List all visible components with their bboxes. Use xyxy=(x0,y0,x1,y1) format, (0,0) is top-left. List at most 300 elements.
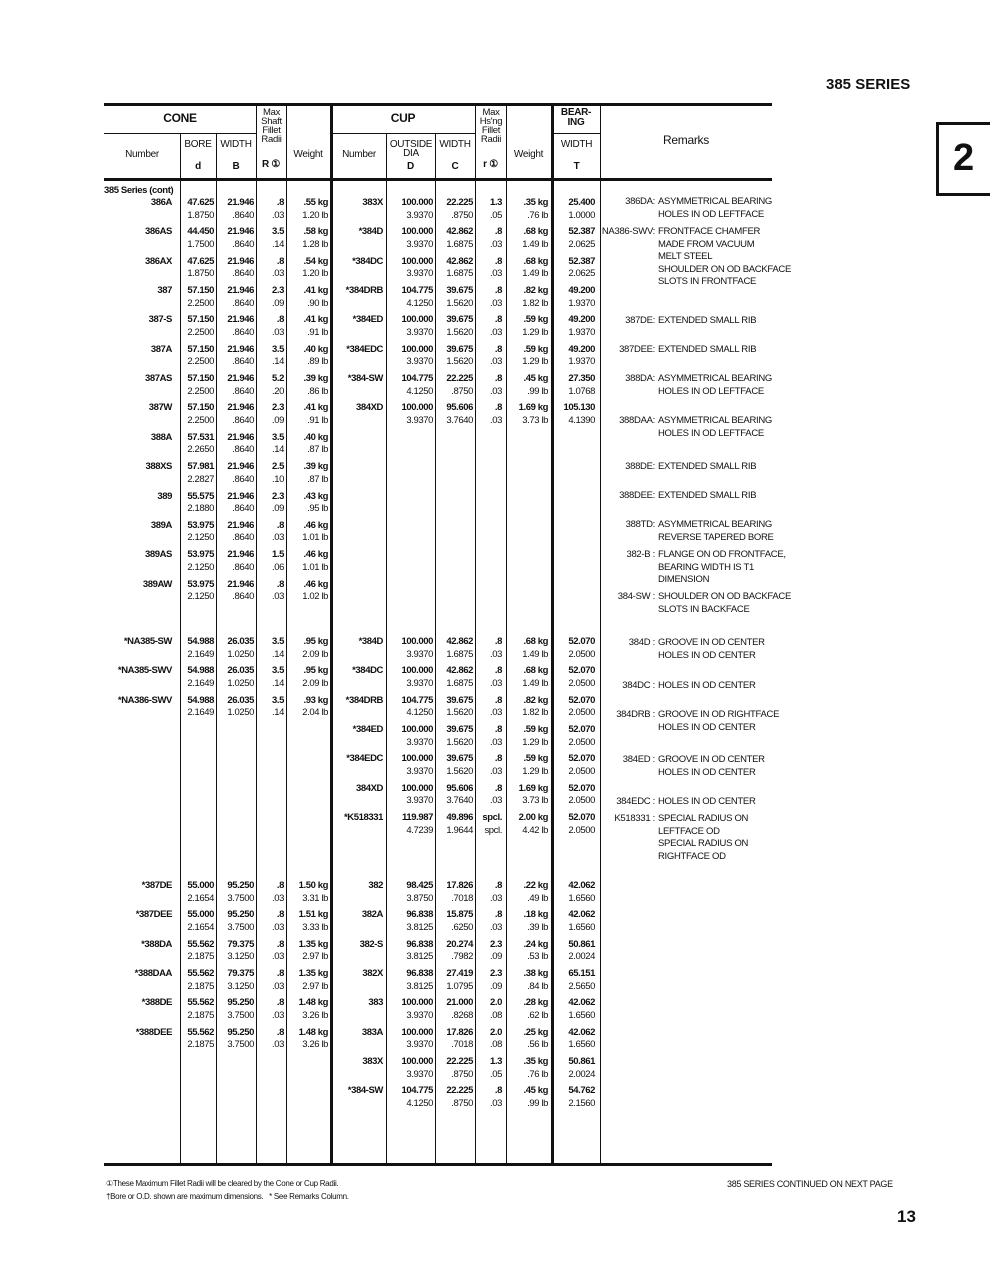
cone-number-cell xyxy=(104,491,172,504)
cone-weight-metric: .40 kg xyxy=(303,343,328,355)
cup-width-imperial: 1.6875 xyxy=(446,677,473,689)
footnote-2: †Bore or O.D. shown are maximum dimensions. * See Remarks Column. xyxy=(106,1192,349,1201)
remark-line: SLOTS IN BACKFACE xyxy=(658,603,750,615)
cone-width-imperial: .8640 xyxy=(232,414,254,426)
cone-bore-metric: 57.150 xyxy=(187,285,214,297)
remark-line: EXTENDED SMALL RIB xyxy=(658,315,757,326)
cone-fillet-imperial: .03 xyxy=(271,591,284,603)
cup-width-cell xyxy=(435,402,473,427)
cone-width-cell xyxy=(216,939,254,964)
cone-number-cell xyxy=(104,880,172,893)
cup-od-cell xyxy=(386,968,433,993)
cup-weight-metric: .59 kg xyxy=(523,724,548,736)
cone-number-cell xyxy=(104,226,172,239)
cup-fillet-cell xyxy=(475,373,502,398)
cone-fillet-metric: .8 xyxy=(276,938,284,950)
cup-number: *384DRB xyxy=(345,694,383,706)
cone-width-imperial: .8640 xyxy=(232,297,254,309)
cup-bearing-width-cell xyxy=(552,939,595,964)
cone-fillet-imperial: .03 xyxy=(271,209,284,221)
cup-weight-cell xyxy=(506,968,548,993)
cup-number: 383 xyxy=(368,997,383,1009)
header-cup: CUP xyxy=(390,111,416,125)
cup-fillet-metric: 2.0 xyxy=(489,997,502,1009)
header-bore: BORE xyxy=(184,139,212,150)
cone-number-cell xyxy=(104,909,172,922)
cup-fillet-metric: 2.3 xyxy=(489,938,502,950)
header-outside-dia-symbol: D xyxy=(407,161,414,172)
cup-width-metric: 39.675 xyxy=(446,753,473,765)
cone-bore-cell xyxy=(180,491,214,516)
cone-width-cell xyxy=(216,402,254,427)
cup-width-imperial: 1.5620 xyxy=(446,326,473,338)
cone-bore-metric: 55.575 xyxy=(187,490,214,502)
cup-od-metric: 100.000 xyxy=(401,226,433,238)
cup-bearing-width-imperial: 1.6560 xyxy=(568,1039,595,1051)
cone-weight-imperial: .91 lb xyxy=(307,326,328,338)
header-sub-rule xyxy=(552,133,600,134)
cup-fillet-cell xyxy=(475,1027,502,1052)
cup-number-cell xyxy=(331,909,383,922)
cup-bearing-width-metric: 42.062 xyxy=(568,909,595,921)
cone-bore-cell xyxy=(180,579,214,604)
cone-bore-cell xyxy=(180,968,214,993)
cone-number: *NA385-SWV xyxy=(117,665,172,677)
cup-od-metric: 100.000 xyxy=(401,724,433,736)
cup-bearing-width-metric: 54.762 xyxy=(568,1085,595,1097)
cup-number: 382 xyxy=(368,880,383,891)
cone-width-metric: 26.035 xyxy=(227,636,254,647)
cone-fillet-metric: 2.3 xyxy=(271,402,284,414)
remark-code: 388DA: xyxy=(625,373,655,384)
cup-number: *384EDC xyxy=(346,343,383,355)
cup-width-imperial: 1.9644 xyxy=(446,824,473,836)
cup-weight-imperial: .84 lb xyxy=(527,980,548,992)
remark-text xyxy=(658,680,756,693)
remark-entry xyxy=(600,415,772,440)
cup-od-metric: 119.987 xyxy=(401,812,433,824)
cup-bearing-width-imperial: 2.0500 xyxy=(568,648,595,660)
cup-fillet-cell xyxy=(475,695,502,720)
cup-od-metric: 100.000 xyxy=(401,197,433,208)
cup-bearing-width-metric: 52.387 xyxy=(568,255,595,267)
cup-weight-imperial: .76 lb xyxy=(527,1068,548,1080)
remark-text xyxy=(658,591,791,616)
cup-number-cell xyxy=(331,226,383,239)
remark-text xyxy=(658,226,791,289)
cup-od-cell xyxy=(386,783,433,808)
cup-fillet-imperial: .03 xyxy=(489,648,502,660)
cone-weight-cell xyxy=(286,432,328,457)
cone-width-imperial: .8640 xyxy=(232,591,254,603)
section-tab-number: 2 xyxy=(953,137,975,179)
cone-fillet-imperial: .09 xyxy=(271,503,284,514)
cup-od-metric: 100.000 xyxy=(401,314,433,326)
cup-fillet-cell xyxy=(475,968,502,993)
cup-width-metric: 39.675 xyxy=(446,694,473,706)
cup-weight-metric: 2.00 kg xyxy=(518,812,548,824)
cup-od-cell xyxy=(386,695,433,720)
cup-width-metric: 22.225 xyxy=(446,1056,473,1068)
cone-width-imperial: .8640 xyxy=(232,473,254,485)
cup-od-imperial: 3.9370 xyxy=(406,1039,433,1051)
cup-weight-metric: .38 kg xyxy=(523,968,548,980)
cone-fillet-cell xyxy=(256,197,284,222)
cone-weight-metric: .54 kg xyxy=(303,255,328,267)
remark-text xyxy=(658,519,774,544)
cup-weight-cell xyxy=(506,880,548,905)
cone-weight-imperial: 1.01 lb xyxy=(302,561,328,573)
cone-width-cell xyxy=(216,636,254,661)
cup-bearing-width-cell xyxy=(552,909,595,934)
cone-weight-imperial: .87 lb xyxy=(307,444,328,456)
remark-text xyxy=(658,461,756,474)
cone-width-imperial: .8640 xyxy=(232,209,254,221)
cup-od-cell xyxy=(386,344,433,369)
cup-fillet-imperial: .03 xyxy=(489,268,502,280)
cone-number-cell xyxy=(104,432,172,445)
cup-od-imperial: 3.8125 xyxy=(406,951,433,963)
cone-weight-cell xyxy=(286,461,328,486)
cone-bore-metric: 55.000 xyxy=(187,909,214,921)
cone-width-metric: 95.250 xyxy=(227,997,254,1009)
cone-width-imperial: .8640 xyxy=(232,238,254,250)
remark-line: HOLES IN OD CENTER xyxy=(658,680,756,691)
cup-bearing-width-imperial: 1.0768 xyxy=(568,385,595,397)
remark-line: HOLES IN OD CENTER xyxy=(658,649,756,661)
cup-width-cell xyxy=(435,226,473,251)
remark-code: K518331 : xyxy=(614,813,655,824)
cone-bore-metric: 55.562 xyxy=(187,968,214,980)
cup-width-cell xyxy=(435,783,473,808)
remark-code: 387DE: xyxy=(625,315,655,326)
cone-width-cell xyxy=(216,880,254,905)
cup-bearing-width-imperial: 2.0625 xyxy=(568,268,595,280)
cone-number: 389A xyxy=(150,519,172,531)
cup-bearing-width-cell xyxy=(552,226,595,251)
cup-bearing-width-metric: 27.350 xyxy=(568,373,595,385)
cup-od-cell xyxy=(386,197,433,222)
cone-fillet-imperial: .06 xyxy=(271,561,284,573)
cup-width-imperial: .8750 xyxy=(451,209,473,221)
cup-bearing-width-imperial: 4.1390 xyxy=(568,414,595,426)
cup-od-metric: 104.775 xyxy=(401,373,433,385)
cone-fillet-metric: .8 xyxy=(276,578,284,590)
remark-line: RIGHTFACE OD xyxy=(658,850,726,862)
cone-width-cell xyxy=(216,285,254,310)
cup-weight-imperial: .53 lb xyxy=(527,951,548,963)
cup-od-metric: 98.425 xyxy=(406,880,433,891)
cup-bearing-width-metric: 52.387 xyxy=(568,226,595,238)
remark-entry xyxy=(600,196,772,221)
continued-note: 385 SERIES CONTINUED ON NEXT PAGE xyxy=(727,1179,893,1189)
cup-od-imperial: 3.8125 xyxy=(406,921,433,933)
cup-width-cell xyxy=(435,880,473,905)
cup-bearing-width-cell xyxy=(552,724,595,749)
cone-number: *388DE xyxy=(141,997,172,1009)
cup-width-imperial: 1.5620 xyxy=(446,736,473,748)
cup-width-cell xyxy=(435,256,473,281)
header-shaft-fillet-symbol: R ① xyxy=(261,159,281,170)
cup-od-metric: 96.838 xyxy=(406,938,433,950)
cone-fillet-imperial: .14 xyxy=(271,677,284,689)
cup-od-imperial: 3.9370 xyxy=(406,268,433,280)
cup-od-metric: 100.000 xyxy=(401,636,433,647)
cone-number: 389AS xyxy=(144,549,172,561)
cup-fillet-imperial: .03 xyxy=(489,707,502,719)
cup-width-metric: 17.826 xyxy=(446,880,473,891)
cup-fillet-metric: .8 xyxy=(494,226,502,238)
cone-fillet-metric: 3.5 xyxy=(271,431,284,443)
header-outside-dia: OUTSIDE DIA xyxy=(389,139,433,159)
cup-weight-metric: .82 kg xyxy=(523,694,548,706)
remark-text xyxy=(658,196,772,221)
cup-width-imperial: 3.7640 xyxy=(446,795,473,807)
cup-fillet-imperial: .03 xyxy=(489,795,502,807)
header-bearing-width: WIDTH xyxy=(560,139,593,150)
cup-fillet-metric: .8 xyxy=(494,1085,502,1097)
cone-width-metric: 79.375 xyxy=(227,938,254,950)
header-bottom-rule xyxy=(104,178,772,181)
cup-fillet-cell xyxy=(475,402,502,427)
header-bearing-width-symbol: T xyxy=(573,161,580,172)
cone-number: 387AS xyxy=(144,373,172,385)
cup-weight-imperial: .76 lb xyxy=(527,209,548,221)
cup-bearing-width-imperial: 1.6560 xyxy=(568,921,595,933)
header-cup-weight: Weight xyxy=(513,149,544,160)
cup-number-cell xyxy=(331,197,383,210)
cone-bore-cell xyxy=(180,402,214,427)
cup-od-imperial: 3.9370 xyxy=(406,795,433,807)
cone-fillet-metric: 1.5 xyxy=(271,549,284,561)
cone-width-cell xyxy=(216,997,254,1022)
cone-number-cell xyxy=(104,520,172,533)
cone-bore-imperial: 2.2500 xyxy=(187,356,214,368)
cup-weight-metric: .45 kg xyxy=(523,1085,548,1097)
cone-number: 387A xyxy=(150,343,172,355)
cup-number-cell xyxy=(331,968,383,981)
cone-number-cell xyxy=(104,1027,172,1040)
cup-od-imperial: 3.9370 xyxy=(406,1068,433,1080)
cone-number: *388DEE xyxy=(135,1026,172,1038)
cup-fillet-metric: .8 xyxy=(494,753,502,765)
series-label: 385 Series (cont) xyxy=(104,185,174,196)
remark-line: SLOTS IN FRONTFACE xyxy=(658,276,757,288)
cup-width-cell xyxy=(435,997,473,1022)
cup-number-cell xyxy=(331,314,383,327)
cup-width-cell xyxy=(435,695,473,720)
remark-entry xyxy=(600,519,772,544)
remark-entry xyxy=(600,813,772,863)
cone-bore-metric: 55.562 xyxy=(187,997,214,1009)
cup-width-metric: 39.675 xyxy=(446,314,473,326)
cone-weight-imperial: 2.97 lb xyxy=(302,980,328,992)
cone-number: 389 xyxy=(157,490,172,502)
cone-fillet-cell xyxy=(256,1027,284,1052)
cup-number-cell xyxy=(331,402,383,415)
cup-od-metric: 96.838 xyxy=(406,909,433,921)
cup-weight-metric: .59 kg xyxy=(523,343,548,355)
cup-od-metric: 104.775 xyxy=(401,694,433,706)
cup-od-imperial: 4.1250 xyxy=(406,385,433,397)
cone-bore-imperial: 2.1875 xyxy=(187,951,214,963)
cone-weight-imperial: 3.31 lb xyxy=(302,892,328,904)
cup-od-metric: 100.000 xyxy=(401,1026,433,1038)
cup-width-cell xyxy=(435,636,473,661)
remark-line: LEFTFACE OD xyxy=(658,825,720,837)
cone-width-cell xyxy=(216,1027,254,1052)
cup-width-imperial: .7018 xyxy=(451,1039,473,1051)
cup-width-metric: 42.862 xyxy=(446,255,473,267)
cup-fillet-imperial: .09 xyxy=(489,951,502,963)
cone-fillet-cell xyxy=(256,314,284,339)
cup-weight-metric: .59 kg xyxy=(523,753,548,765)
cup-od-metric: 100.000 xyxy=(401,402,433,414)
cone-bore-cell xyxy=(180,373,214,398)
cup-number: 384XD xyxy=(355,782,383,794)
cone-bore-metric: 55.562 xyxy=(187,1026,214,1038)
cup-number-cell xyxy=(331,285,383,298)
cup-weight-imperial: 3.73 lb xyxy=(522,414,548,426)
cup-fillet-metric: .8 xyxy=(494,636,502,647)
cup-weight-cell xyxy=(506,636,548,661)
cup-fillet-imperial: .03 xyxy=(489,238,502,250)
cup-od-metric: 100.000 xyxy=(401,753,433,765)
cup-fillet-metric: 2.3 xyxy=(489,968,502,980)
cup-bearing-width-imperial: 2.0500 xyxy=(568,824,595,836)
cone-number-cell xyxy=(104,461,172,474)
header-hsg-fillet-symbol: r ① xyxy=(483,159,498,170)
cone-width-cell xyxy=(216,432,254,457)
cone-fillet-imperial: .03 xyxy=(271,532,284,544)
remark-text xyxy=(658,344,756,357)
remark-code: 384DC : xyxy=(622,680,655,691)
cup-weight-cell xyxy=(506,373,548,398)
remark-text xyxy=(658,796,756,809)
cone-width-cell xyxy=(216,491,254,516)
cup-weight-imperial: .39 lb xyxy=(527,921,548,933)
remark-entry xyxy=(600,680,772,693)
cone-number-cell xyxy=(104,997,172,1010)
cup-od-imperial: 3.9370 xyxy=(406,356,433,368)
cone-fillet-metric: 3.5 xyxy=(271,694,284,706)
remark-line: BEARING WIDTH IS T1 xyxy=(658,561,754,573)
cup-width-cell xyxy=(435,812,473,837)
cup-weight-cell xyxy=(506,997,548,1022)
cup-width-metric: 22.225 xyxy=(446,373,473,385)
cone-width-cell xyxy=(216,520,254,545)
cup-weight-imperial: .62 lb xyxy=(527,1009,548,1021)
cup-number-cell xyxy=(331,344,383,357)
cone-weight-metric: 1.51 kg xyxy=(298,909,328,921)
cone-number: *387DEE xyxy=(135,909,172,921)
remark-code: 388TD: xyxy=(625,519,655,530)
remark-line: EXTENDED SMALL RIB xyxy=(658,461,757,472)
cup-od-imperial: 3.9370 xyxy=(406,1009,433,1021)
remark-line: HOLES IN OD CENTER xyxy=(658,766,756,778)
cone-weight-cell xyxy=(286,520,328,545)
cone-bore-imperial: 2.2650 xyxy=(187,444,214,456)
cup-bearing-width-cell xyxy=(552,880,595,905)
cone-bore-metric: 44.450 xyxy=(187,226,214,238)
cone-fillet-cell xyxy=(256,939,284,964)
cup-od-cell xyxy=(386,880,433,905)
cone-weight-imperial: .89 lb xyxy=(307,356,328,368)
cone-fillet-metric: .8 xyxy=(276,1026,284,1038)
cup-od-metric: 100.000 xyxy=(401,1056,433,1068)
cone-weight-metric: .41 kg xyxy=(303,285,328,297)
cone-width-metric: 95.250 xyxy=(227,909,254,921)
remark-line: MELT STEEL xyxy=(658,251,713,263)
cup-od-imperial: 3.9370 xyxy=(406,765,433,777)
cup-weight-metric: .82 kg xyxy=(523,285,548,297)
remark-text xyxy=(658,813,748,863)
remark-entry xyxy=(600,549,786,587)
cup-bearing-width-metric: 42.062 xyxy=(568,1026,595,1038)
cone-weight-metric: .58 kg xyxy=(303,226,328,238)
cone-fillet-cell xyxy=(256,636,284,661)
cup-od-cell xyxy=(386,1056,433,1081)
cup-width-metric: 39.675 xyxy=(446,724,473,736)
cup-bearing-width-imperial: 1.9370 xyxy=(568,356,595,368)
cone-weight-cell xyxy=(286,939,328,964)
cone-width-cell xyxy=(216,579,254,604)
cone-width-cell xyxy=(216,344,254,369)
cup-fillet-imperial: .08 xyxy=(489,1039,502,1051)
cup-number-cell xyxy=(331,783,383,796)
cone-width-cell xyxy=(216,695,254,720)
remark-line: EXTENDED SMALL RIB xyxy=(658,344,757,355)
cone-width-metric: 26.035 xyxy=(227,665,254,677)
cone-bore-imperial: 2.1250 xyxy=(187,591,214,603)
remark-text xyxy=(658,637,765,662)
cone-width-cell xyxy=(216,461,254,486)
cup-number-cell xyxy=(331,373,383,386)
cup-fillet-imperial: .03 xyxy=(489,921,502,933)
cup-fillet-metric: .8 xyxy=(494,314,502,326)
remark-code: 386DA: xyxy=(625,196,655,207)
remark-line: SPECIAL RADIUS ON xyxy=(658,813,749,824)
cone-fillet-cell xyxy=(256,226,284,251)
cup-bearing-width-metric: 52.070 xyxy=(568,694,595,706)
cup-width-metric: 42.862 xyxy=(446,665,473,677)
cone-weight-imperial: 1.20 lb xyxy=(302,268,328,280)
cone-weight-imperial: 1.02 lb xyxy=(302,591,328,603)
cup-fillet-metric: .8 xyxy=(494,782,502,794)
cup-od-cell xyxy=(386,314,433,339)
cup-number: *384ED xyxy=(352,724,383,736)
cup-od-imperial: 3.8750 xyxy=(406,892,433,904)
cup-bearing-width-cell xyxy=(552,197,595,222)
cone-weight-cell xyxy=(286,256,328,281)
cup-number-cell xyxy=(331,997,383,1010)
cup-fillet-metric: .8 xyxy=(494,694,502,706)
cup-od-metric: 100.000 xyxy=(401,343,433,355)
cup-weight-metric: .35 kg xyxy=(523,197,548,208)
cup-width-cell xyxy=(435,939,473,964)
cone-width-cell xyxy=(216,909,254,934)
cone-fillet-cell xyxy=(256,285,284,310)
cup-width-imperial: .7018 xyxy=(451,892,473,904)
cup-od-cell xyxy=(386,909,433,934)
cup-weight-metric: .25 kg xyxy=(523,1026,548,1038)
cup-bearing-width-imperial: 2.5650 xyxy=(568,980,595,992)
cone-width-imperial: .8640 xyxy=(232,268,254,280)
cup-od-metric: 100.000 xyxy=(401,665,433,677)
cone-width-imperial: 3.7500 xyxy=(227,1009,254,1021)
cone-fillet-imperial: .09 xyxy=(271,414,284,426)
remark-text xyxy=(658,754,765,779)
